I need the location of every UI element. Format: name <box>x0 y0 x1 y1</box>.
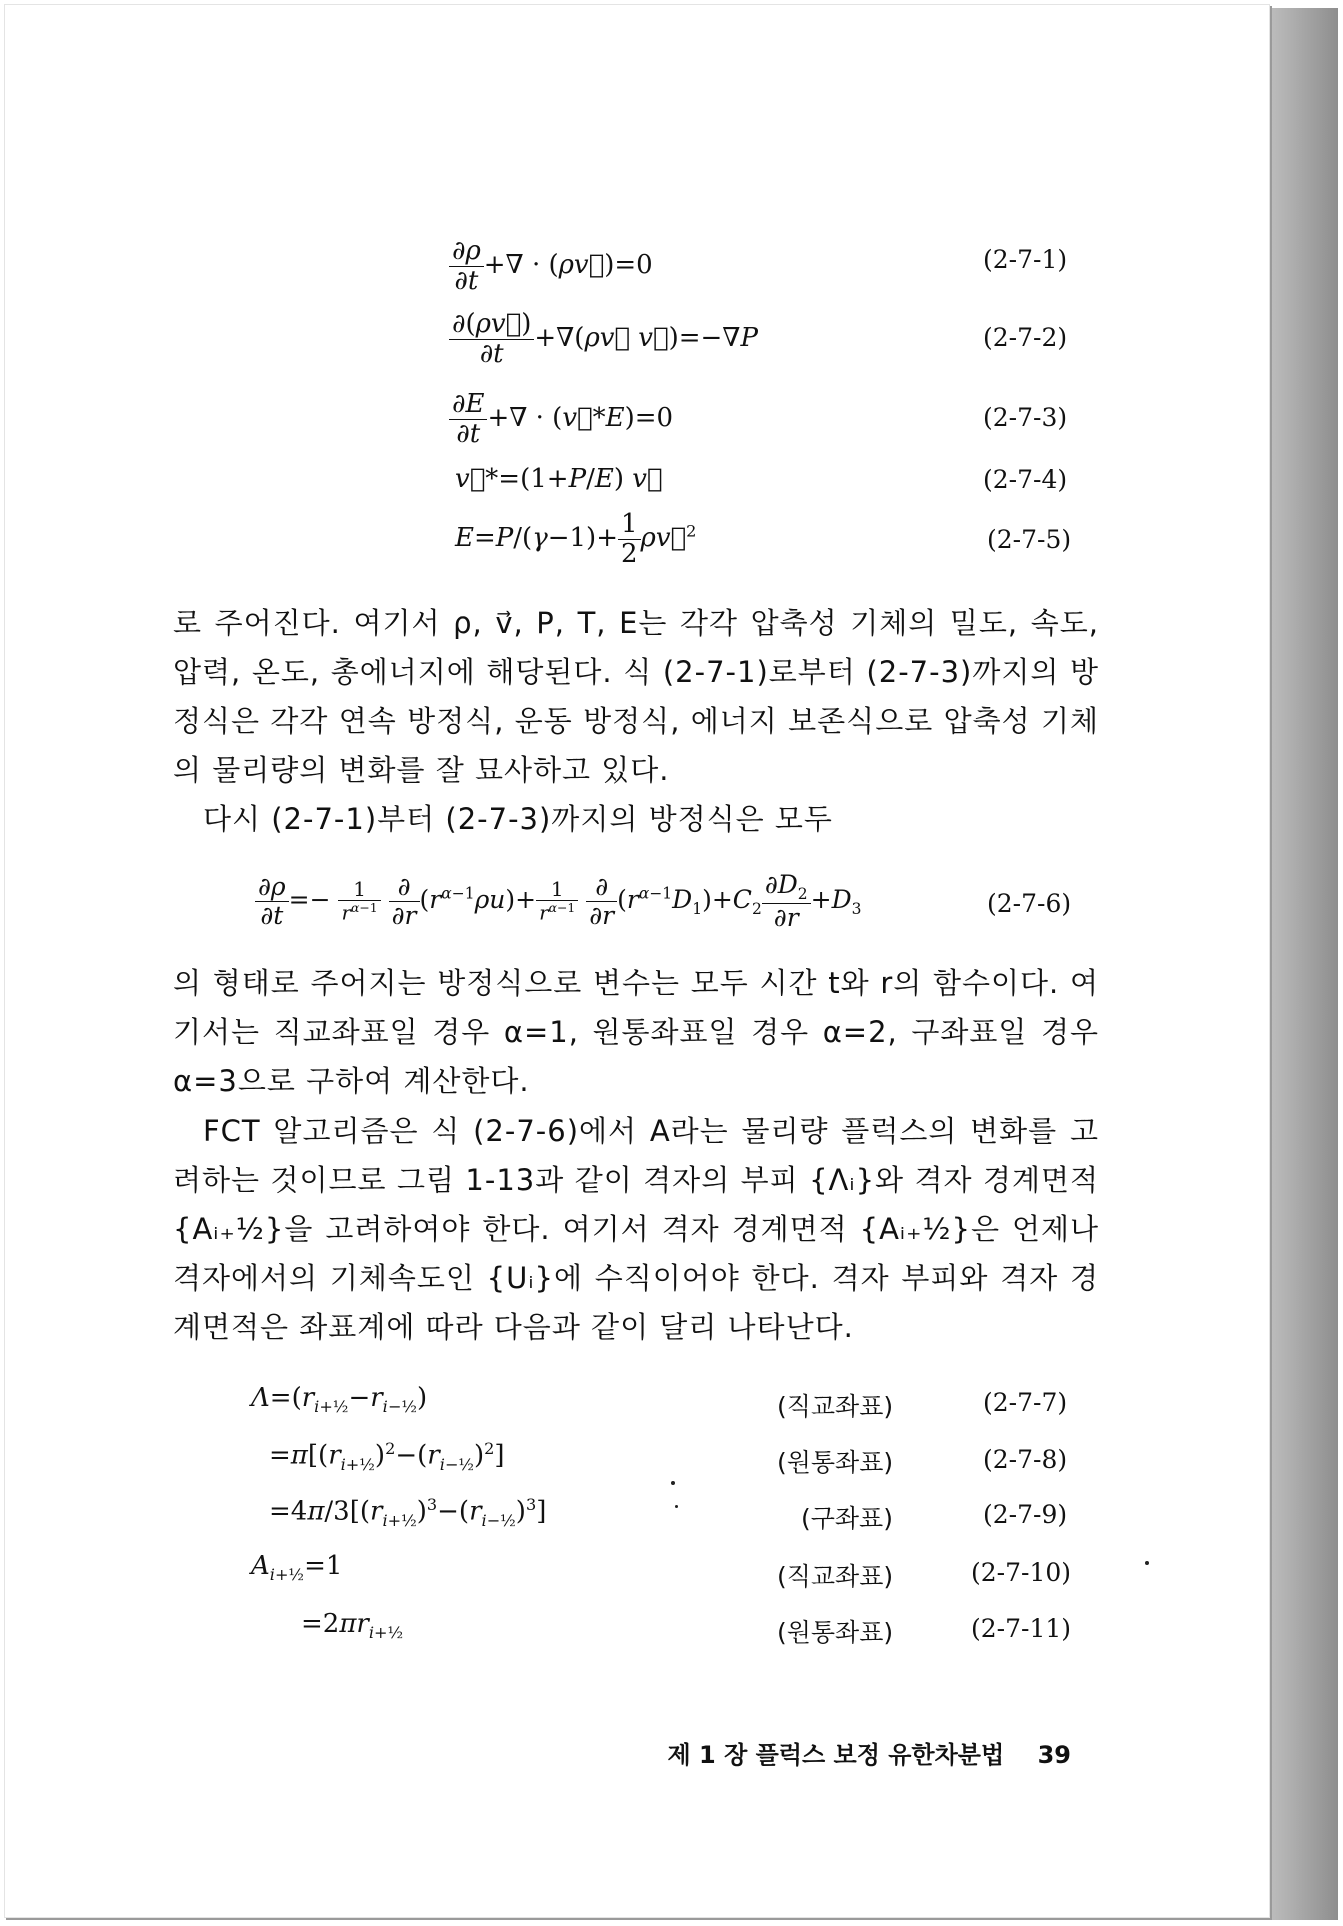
paragraph-3: 의 형태로 주어지는 방정식으로 변수는 모두 시간 t와 r의 함수이다. 여기서는 직교좌표일 경우 α=1, 원통좌표일 경우 α=2, 구좌표일 경우 α=3으로 구하여 계산한다. <box>173 966 1099 1098</box>
scan-speck <box>675 1505 678 1508</box>
equation-number: (2-7-2) <box>983 323 1068 352</box>
coordinate-label: (구좌표) <box>801 1504 893 1533</box>
equation-number: (2-7-4) <box>983 465 1068 494</box>
equation-number: (2-7-8) <box>983 1445 1068 1474</box>
book-page <box>4 4 1270 1918</box>
equation-2-7-10: $A_{i+\frac{1}{2}}=1$ <box>251 1551 343 1585</box>
equation-number: (2-7-9) <box>983 1500 1068 1529</box>
coordinate-label: (원통좌표) <box>777 1448 894 1477</box>
coordinate-label: (직교좌표) <box>777 1562 894 1591</box>
equation-number: (2-7-1) <box>983 245 1068 274</box>
equation-number: (2-7-7) <box>983 1388 1068 1417</box>
equation-2-7-8: $=\pi[(r_{i+\frac{1}{2}})^2-(r_{i-\frac{1}{2}})^2]$ <box>269 1439 505 1474</box>
equation-number: (2-7-3) <box>983 403 1068 432</box>
equation-number: (2-7-10) <box>971 1558 1072 1587</box>
equation-number: (2-7-5) <box>987 525 1072 554</box>
scan-speck <box>671 1481 675 1485</box>
page-number: 39 <box>1037 1741 1071 1769</box>
scan-speck <box>1145 1561 1149 1565</box>
equation-2-7-5: E=P/(γ−1)+ $\frac{1}{2}$ ρv⃗$^2$ <box>455 509 697 569</box>
equation-number: (2-7-11) <box>971 1614 1072 1643</box>
equation-2-7-3: $\frac{\partial E}{\partial t}$ +∇ · (v⃗*E)=0 <box>449 390 673 448</box>
coordinate-label: (직교좌표) <box>777 1392 894 1421</box>
equation-2-7-7: $\Lambda=(r_{i+\frac{1}{2}}-r_{i-\frac{1}{2}})$ <box>251 1383 428 1417</box>
paragraph-2: 다시 (2-7-1)부터 (2-7-3)까지의 방정식은 모두 <box>203 802 833 836</box>
equation-2-7-1: $\frac{\partial\rho}{\partial t}$ +∇ · (ρv⃗)=0 <box>449 237 653 295</box>
paragraph-1: 로 주어진다. 여기서 ρ, v⃗, P, T, E는 각각 압축성 기체의 밀도, 속도, 압력, 온도, 총에너지에 해당된다. 식 (2-7-1)로부터 (2-7-3)까지의 방정식은 각각 연속 방정식, 운동 방정식, 에너지 보존식으로 압축성 기체의 물리량의 변화를 잘 묘사하고 있다. <box>173 606 1099 787</box>
equation-2-7-9: $=4\pi/3[(r_{i+\frac{1}{2}})^3-(r_{i-\frac{1}{2}})^3]$ <box>269 1495 547 1530</box>
paragraph-4: FCT 알고리즘은 식 (2-7-6)에서 A라는 물리량 플럭스의 변화를 고려하는 것이므로 그림 1-13과 같이 격자의 부피 {Λᵢ}와 격자 경계면적 {Aᵢ₊½}을 고려하여야 한다. 여기서 격자 경계면적 {Aᵢ₊½}은 언제나 격자에서의 기체속도인 {Uᵢ}에 수직이어야 한다. 격자 부피와 격자 경계면적은 좌표계에 따라 다음과 같이 달리 나타난다. <box>173 1114 1099 1344</box>
equation-number: (2-7-6) <box>987 889 1072 918</box>
chapter-title: 제 1 장 플럭스 보정 유한차분법 <box>667 1741 1005 1769</box>
coordinate-label: (원통좌표) <box>777 1618 894 1647</box>
equation-2-7-11: $=2\pi r_{i+\frac{1}{2}}$ <box>301 1609 404 1643</box>
equation-2-7-2: $\frac{\partial(\rho v⃗)}{\partial t}$ +∇(ρv⃗ v⃗)=−∇P <box>449 310 758 368</box>
equation-2-7-6: $\frac{\partial\rho}{\partial t}$ =− $\frac{1}{r^{\alpha-1}}$ $\frac{\partial}{\partial r}$ $(r^{\alpha-1}\rho u)+$ $\frac{1}{r^{\alpha-1}}$ $\frac{\partial}{\partial r}$ $(r^{\alpha-1}D_1)+C_2$ $\frac{\partial D_2}{\partial r}$ $+D_3$ <box>255 871 862 932</box>
page-edge-shadow <box>1270 8 1338 1920</box>
page-footer <box>645 1735 1071 1770</box>
equation-2-7-4: v⃗*=(1+P/E) v⃗ <box>455 464 663 494</box>
